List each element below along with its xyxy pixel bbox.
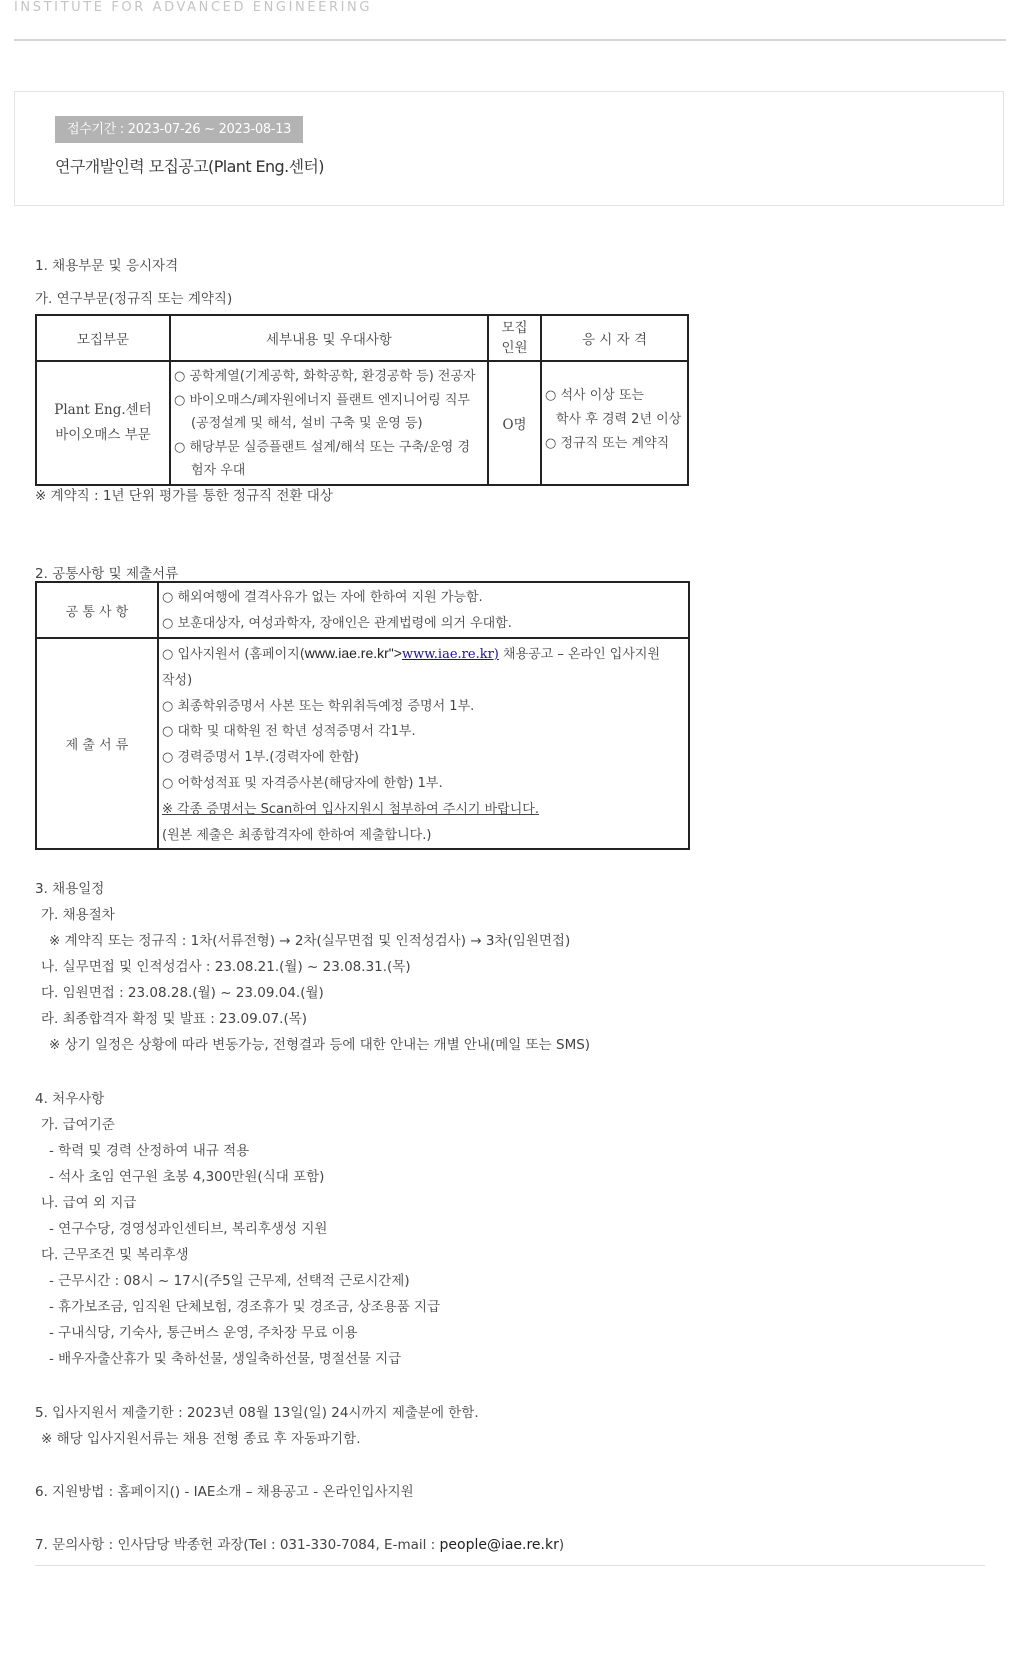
document-line: ○ 어학성적표 및 자격증사본(해당자에 한함) 1부. xyxy=(162,775,443,791)
detail-line: ○ 바이오매스/폐자원에너지 플랜트 엔지니어링 직무 xyxy=(174,392,470,408)
qual-line: ○ 석사 이상 또는 xyxy=(545,388,645,403)
institute-name: INSTITUTE FOR ADVANCED ENGINEERING xyxy=(14,0,373,15)
notice-title: 연구개발인력 모집공고(Plant Eng.센터) xyxy=(55,157,324,176)
detail-line: 험자 우대 xyxy=(191,463,246,478)
benefit-line: - 학력 및 경력 산정하여 내규 적용 xyxy=(49,1143,250,1159)
table-row xyxy=(36,361,688,485)
document-line xyxy=(162,641,688,668)
dept-name: Plant Eng.센터 xyxy=(54,402,152,418)
common-line: ○ 보훈대상자, 여성과학자, 장애인은 관계법령에 의거 우대함. xyxy=(162,616,512,631)
schedule-line: 다. 임원면접 : 23.08.28.(월) ~ 23.09.04.(월) xyxy=(41,985,324,1001)
documents-label: 제 출 서 류 xyxy=(36,638,158,849)
benefit-line: - 휴가보조금, 임직원 단체보험, 경조휴가 및 경조금, 상조용품 지급 xyxy=(49,1299,441,1315)
doc-raw-url: www.iae.re.kr"> xyxy=(304,645,402,661)
count-cell: O명 xyxy=(488,361,541,485)
schedule-line: 라. 최종합격자 확정 및 발표 : 23.09.07.(목) xyxy=(41,1011,308,1027)
benefit-line: 다. 근무조건 및 복리후생 xyxy=(41,1247,189,1263)
header-divider xyxy=(14,39,1006,41)
benefit-line: - 석사 초임 연구원 초봉 4,300만원(식대 포함) xyxy=(49,1169,325,1185)
requirements-table xyxy=(35,581,690,850)
header-count-line-1: 모집 xyxy=(501,320,528,336)
benefit-line: - 구내식당, 기숙사, 통근버스 운영, 주차장 무료 이용 xyxy=(49,1325,358,1341)
document-line: ○ 최종학위증명서 사본 또는 학위취득예정 증명서 1부. xyxy=(162,698,475,714)
detail-line: ○ 해당부문 실증플랜트 설계/해석 또는 구축/운영 경 xyxy=(174,439,471,455)
header-count xyxy=(488,315,541,361)
section-6-heading: 6. 지원방법 : 홈페이지() - IAE소개 – 채용공고 - 온라인입사지원 xyxy=(35,1484,414,1500)
contact-text: 7. 문의사항 : 인사담당 박종헌 과장(Tel : 031-330-7084, E-mail : xyxy=(35,1537,440,1553)
common-row xyxy=(36,582,689,638)
bottom-divider xyxy=(35,1565,985,1566)
qualification-cell xyxy=(541,361,688,485)
common-line: ○ 해외여행에 결격사유가 없는 자에 한하여 지원 가능함. xyxy=(162,590,483,605)
document-line: ○ 대학 및 대학원 전 학년 성적증명서 각1부. xyxy=(162,724,416,740)
contact-text-end: ) xyxy=(558,1537,565,1553)
schedule-line: 가. 채용절차 xyxy=(41,907,115,923)
common-label: 공 통 사 항 xyxy=(36,582,158,638)
qual-line: 학사 후 경력 2년 이상 xyxy=(556,412,682,427)
section-7-contact xyxy=(35,1533,564,1553)
schedule-line: ※ 상기 일정은 상황에 따라 변동가능, 전형결과 등에 대한 안내는 개별 안내(메일 또는 SMS) xyxy=(49,1037,591,1053)
qual-line: ○ 정규직 또는 계약직 xyxy=(545,436,670,451)
common-cell xyxy=(158,582,689,638)
document-line: ○ 경력증명서 1부.(경력자에 한함) xyxy=(162,750,359,766)
detail-line: ○ 공학계열(기계공학, 화학공학, 환경공학 등) 전공자 xyxy=(174,369,476,384)
documents-cell xyxy=(158,638,689,849)
section-1-subheading: 가. 연구부문(정규직 또는 계약직) xyxy=(35,291,233,307)
notice-header-card xyxy=(14,91,1004,206)
benefit-line: 나. 급여 외 지급 xyxy=(41,1195,137,1211)
contact-email[interactable]: people@iae.re.kr xyxy=(439,1537,559,1553)
dept-division: 바이오매스 부문 xyxy=(55,427,151,443)
section-3-heading: 3. 채용일정 xyxy=(35,881,105,897)
doc-text: 채용공고 – 온라인 입사지원 xyxy=(498,647,661,662)
header-dept: 모집부문 xyxy=(36,315,170,361)
dept-cell xyxy=(36,361,170,485)
document-line: ※ 각종 증명서는 Scan하여 입사지원시 첨부하여 주시기 바랍니다. xyxy=(162,801,539,817)
detail-line: (공정설계 및 해석, 설비 구축 및 운영 등) xyxy=(191,416,423,431)
benefit-line: 가. 급여기준 xyxy=(41,1117,115,1133)
header-detail: 세부내용 및 우대사항 xyxy=(170,315,488,361)
document-line: (원본 제출은 최종합격자에 한하여 제출합니다.) xyxy=(162,827,432,843)
application-period-badge: 접수기간 : 2023-07-26 ~ 2023-08-13 xyxy=(55,116,303,143)
deadline-note: ※ 해당 입사지원서류는 채용 전형 종료 후 자동파기함. xyxy=(41,1431,361,1447)
document-line: 작성) xyxy=(162,672,193,688)
table-header-row xyxy=(36,315,688,361)
homepage-link[interactable]: www.iae.re.kr) xyxy=(401,647,499,662)
section-5-heading: 5. 입사지원서 제출기한 : 2023년 08월 13일(일) 24시까지 제출분에 한함. xyxy=(35,1405,479,1421)
contract-note: ※ 계약직 : 1년 단위 평가를 통한 정규직 전환 대상 xyxy=(35,488,333,504)
benefit-line: - 근무시간 : 08시 ~ 17시(주5일 근무제, 선택적 근로시간제) xyxy=(49,1273,410,1289)
recruitment-table xyxy=(35,314,689,486)
header-qualification: 응 시 자 격 xyxy=(541,315,688,361)
benefit-line: - 연구수당, 경영성과인센티브, 복리후생성 지원 xyxy=(49,1221,328,1237)
benefit-line: - 배우자출산휴가 및 축하선물, 생일축하선물, 명절선물 지급 xyxy=(49,1351,402,1367)
documents-row xyxy=(36,638,689,849)
section-4-heading: 4. 처우사항 xyxy=(35,1091,105,1107)
detail-cell xyxy=(170,361,488,485)
schedule-line: 나. 실무면접 및 인적성검사 : 23.08.21.(월) ~ 23.08.31.(목) xyxy=(41,959,411,975)
section-2-heading: 2. 공통사항 및 제출서류 xyxy=(35,566,179,582)
header-count-line-2: 인원 xyxy=(501,340,528,356)
schedule-line: ※ 계약직 또는 정규직 : 1차(서류전형) → 2차(실무면접 및 인적성검사) → 3차(임원면접) xyxy=(49,933,571,949)
doc-text: ○ 입사지원서 (홈페이지( xyxy=(162,647,305,662)
section-1-heading: 1. 채용부문 및 응시자격 xyxy=(35,258,179,274)
